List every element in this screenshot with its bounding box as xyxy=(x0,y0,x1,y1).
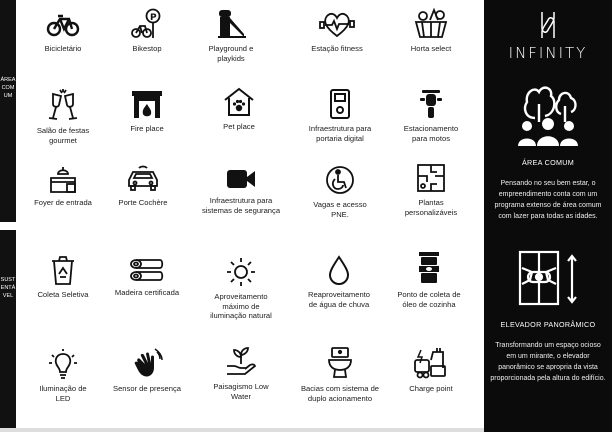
fireplace-icon xyxy=(130,88,164,120)
amenity-label: Playground e playkids xyxy=(208,44,254,63)
hand-wave-icon xyxy=(131,348,163,380)
recycle-bin-icon xyxy=(49,254,77,286)
sun-icon xyxy=(225,256,257,288)
elevator-icon xyxy=(518,250,580,310)
sustainable-label: Ponto de coleta de óleo de cozinha xyxy=(397,290,461,309)
panel-title-area-comum: ÁREA COMUM xyxy=(521,158,575,167)
panel-text-elevador: Transformando um espaço ocioso em um mirante, o elevador panorâmico se apropria da vista proporcionada pela altura do edifício. xyxy=(490,342,606,382)
amenity-label: Porte Cochère xyxy=(118,198,168,207)
amenity-label: Pet place xyxy=(223,122,255,131)
floor-plan-icon xyxy=(415,162,447,194)
amenity-item xyxy=(88,164,198,208)
amenity-label: Salão de festas gourmet xyxy=(36,126,90,145)
amenity-label: Bikestop xyxy=(132,44,162,53)
wood-logs-icon xyxy=(128,256,166,284)
amenity-label: Fire place xyxy=(130,124,164,133)
sustainable-label: Iluminação de LED xyxy=(39,384,87,403)
motorcycle-icon xyxy=(416,86,446,120)
toilet-icon xyxy=(326,346,354,380)
amenity-item xyxy=(176,6,286,63)
sustainable-item xyxy=(374,250,484,309)
sustainable-label: Charge point xyxy=(409,384,453,393)
security-camera-icon xyxy=(224,166,258,192)
brand-name: INFINITY xyxy=(508,44,588,62)
panel-title-elevador: ELEVADOR PANORÂMICO xyxy=(500,320,596,329)
sidebar-label-sustentavel: SUSTENTÁVEL xyxy=(0,277,16,299)
trees-community-icon xyxy=(515,78,581,148)
sustainable-label: Bacias com sistema de duplo acionamento xyxy=(300,384,380,403)
sustainable-item xyxy=(186,346,296,401)
sustainable-label: Aproveitamento máximo de iluminação natural xyxy=(210,292,272,320)
sustainable-label: Coleta Seletiva xyxy=(37,290,89,299)
panel-text-area-comum: Pensando no seu bem estar, o empreendimento conta com um programa extenso de área comum com lazer para todas as idades. xyxy=(494,180,602,220)
amenity-label: Bicicletário xyxy=(44,44,82,53)
bicycle-icon xyxy=(46,10,80,40)
amenity-label: Infraestrutura para portaria digital xyxy=(308,124,372,143)
amenity-label: Vagas e acesso PNE. xyxy=(313,200,367,219)
amenity-label: Horta select xyxy=(410,44,452,53)
led-bulb-icon xyxy=(48,348,78,380)
infinity-logo-icon xyxy=(536,10,560,40)
car-icon xyxy=(125,164,161,194)
svg-text:P: P xyxy=(150,13,157,23)
amenity-item xyxy=(376,162,486,217)
champagne-icon xyxy=(46,88,80,122)
sustainable-label: Paisagismo Low Water xyxy=(213,382,269,401)
info-panel xyxy=(484,0,612,432)
sustainable-item xyxy=(376,346,486,394)
amenity-item xyxy=(186,166,296,215)
plant-hand-icon xyxy=(224,346,258,378)
playground-icon xyxy=(214,6,248,40)
fitness-icon xyxy=(319,10,355,40)
amenity-item xyxy=(376,86,486,143)
amenity-label: Foyer de entrada xyxy=(34,198,92,207)
sustainable-label: Sensor de presença xyxy=(113,384,181,393)
sidebar-label-area-comum: ÁREA COMUM xyxy=(0,77,16,99)
bikestop-icon xyxy=(130,8,164,40)
oil-barrel-icon xyxy=(415,250,443,286)
vegetable-basket-icon xyxy=(413,6,449,40)
amenity-label: Estacionamento para motos xyxy=(403,124,459,143)
pet-house-icon xyxy=(222,86,256,118)
divider xyxy=(0,428,484,432)
amenity-item xyxy=(376,6,486,54)
amenity-item xyxy=(184,86,294,132)
sustainable-label: Madeira certificada xyxy=(114,288,180,297)
amenity-label: Plantas personalizáveis xyxy=(404,198,458,217)
sustainable-item xyxy=(186,256,296,321)
water-drop-icon xyxy=(325,254,353,286)
intercom-icon xyxy=(328,88,352,120)
ev-charging-icon xyxy=(413,346,449,380)
sustainable-label: Reaproveitamento de água de chuva xyxy=(307,290,371,309)
reception-bell-icon xyxy=(45,164,81,194)
amenity-label: Infraestrutura para sistemas de segurança xyxy=(201,196,281,215)
amenity-label: Estação fitness xyxy=(311,44,363,53)
accessibility-icon xyxy=(324,164,356,196)
